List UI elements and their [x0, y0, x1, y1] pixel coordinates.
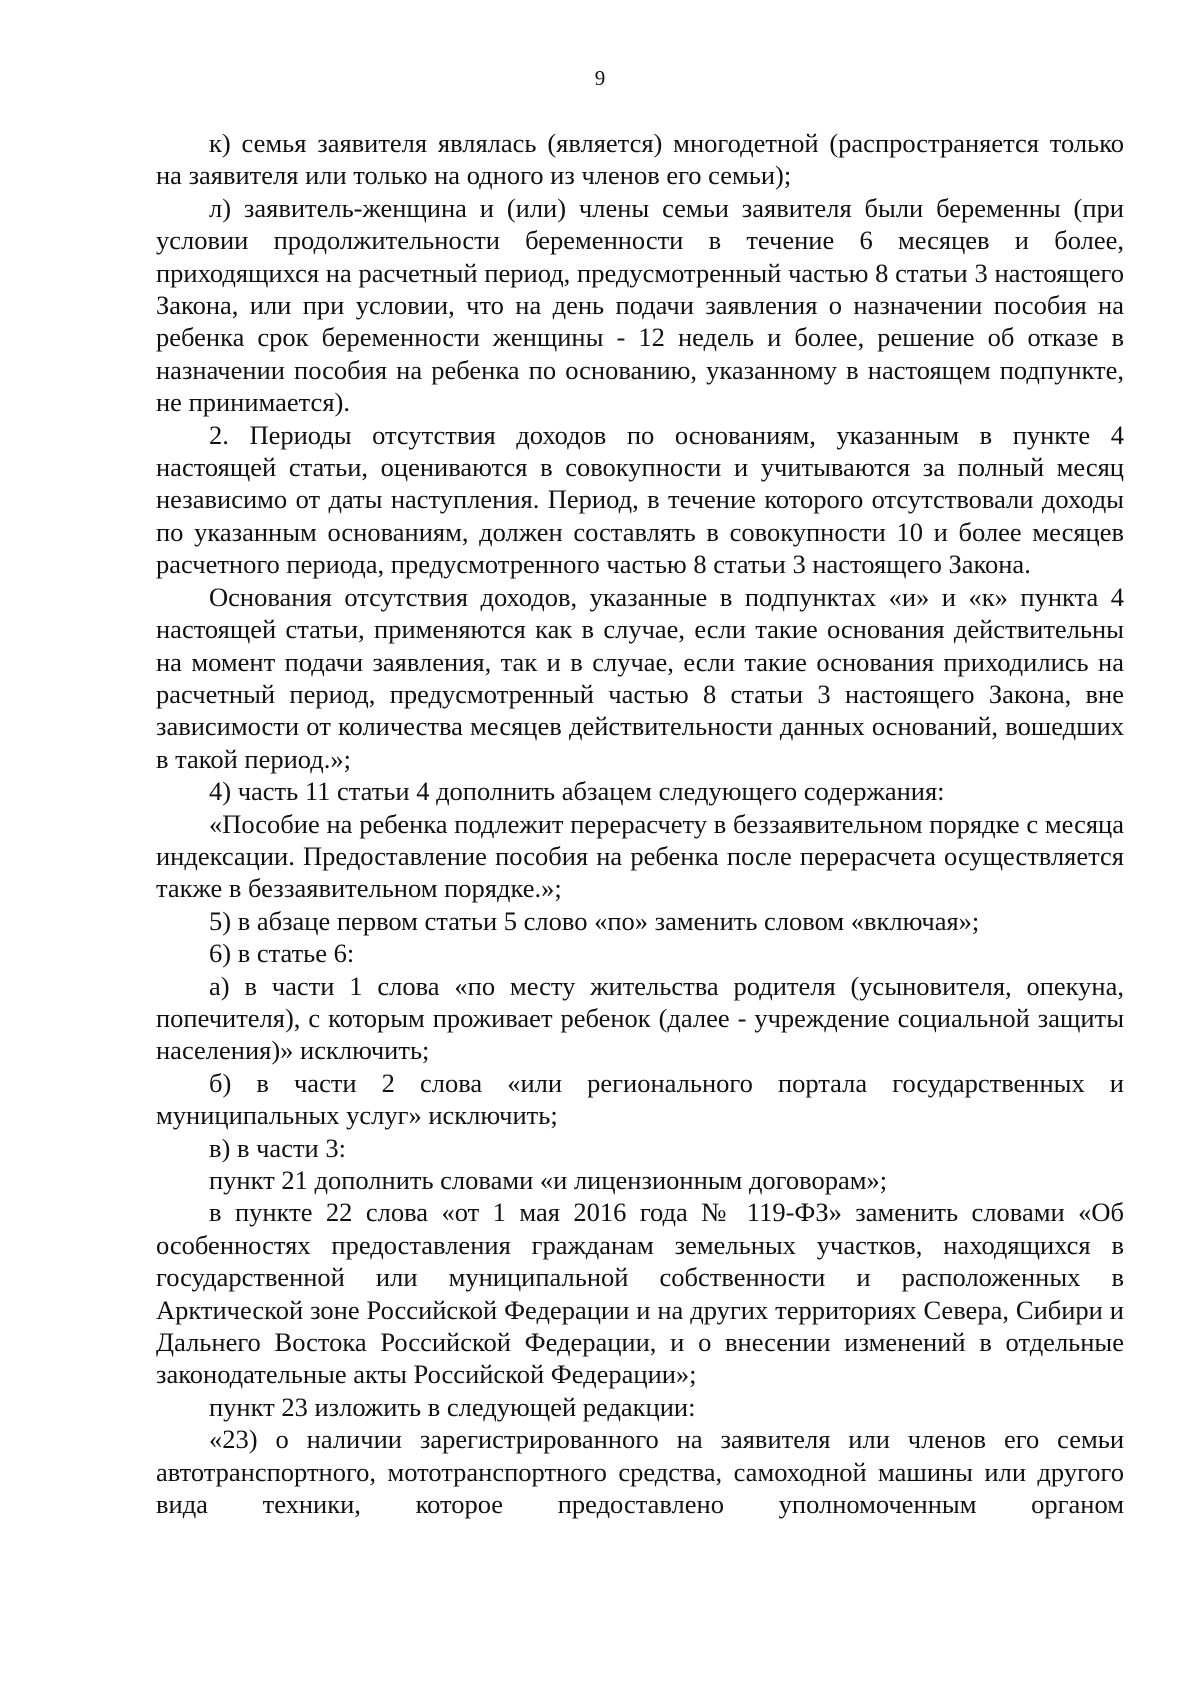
paragraph-osnovaniya: Основания отсутствия доходов, указанные в подпунктах «и» и «к» пункта 4 настоящей статьи, применяются как в случае, если такие основания действительны на момент подачи заявления, так и в случае, если такие основания приходились на расчетный период, предусмотренный частью 8 статьи 3 настоящего Закона, вне зависимости от количества месяцев действительности данных оснований, вошедших в такой период.»;: [156, 581, 1124, 774]
paragraph-l: л) заявитель-женщина и (или) члены семьи заявителя были беременны (при условии продолжительности беременности в течение 6 месяцев и более, приходящихся на расчетный период, предусмотренный частью 8 статьи 3 настоящего Закона, или при условии, что на день подачи заявления о назначении пособия на ребенка срок беременности женщины - 12 недель и более, решение об отказе в назначении пособия на ребенка по основанию, указанному в настоящем подпункте, не принимается).: [156, 192, 1124, 418]
paragraph-k: к) семья заявителя являлась (является) многодетной (распространяется только на заявителя или только на одного из членов его семьи);: [156, 128, 1124, 191]
paragraph-punkt-21: пункт 21 дополнить словами «и лицензионным договорам»;: [209, 1165, 888, 1195]
paragraph-6a: а) в части 1 слова «по месту жительства родителя (усыновителя, опекуна, попечителя), с которым проживает ребенок (далее - учреждение социальной защиты населения)» исключить;: [156, 970, 1124, 1066]
paragraph-6b: б) в части 2 слова «или регионального портала государственных и муниципальных услуг» исключить;: [156, 1067, 1124, 1131]
page-number: 9: [594, 66, 606, 90]
paragraph-6: 6) в статье 6:: [209, 938, 355, 969]
paragraph-4: 4) часть 11 статьи 4 дополнить абзацем следующего содержания:: [209, 776, 945, 807]
paragraph-6v: в) в части 3:: [209, 1132, 346, 1163]
paragraph-23-text: «23) о наличии зарегистрированного на заявителя или членов его семьи автотранспортного, мототранспортного средства, самоходной машины или другого вида техники, которое предоставлено уполномоченным органом: [156, 1424, 1124, 1520]
paragraph-2: 2. Периоды отсутствия доходов по основаниям, указанным в пункте 4 настоящей статьи, оцениваются в совокупности и учитываются за полный месяц независимо от даты наступления. Период, в течение которого отсутствовали доходы по указанным основаниям, должен составлять в совокупности 10 и более месяцев расчетного периода, предусмотренного частью 8 статьи 3 настоящего Закона.: [156, 419, 1124, 580]
paragraph-punkt-22: в пункте 22 слова «от 1 мая 2016 года № 119-ФЗ» заменить словами «Об особенностях предоставления гражданам земельных участков, находящихся в государственной или муниципальной собственности и расположенных в Арктической зоне Российской Федерации и на других территориях Севера, Сибири и Дальнего Востока Российской Федерации, и о внесении изменений в отдельные законодательные акты Российской Федерации»;: [156, 1197, 1124, 1390]
paragraph-5: 5) в абзаце первом статьи 5 слово «по» заменить словом «включая»;: [209, 905, 980, 936]
paragraph-punkt-23: пункт 23 изложить в следующей редакции:: [209, 1391, 696, 1422]
paragraph-posobie: «Пособие на ребенка подлежит перерасчету в беззаявительном порядке с месяца индексации. Предоставление пособия на ребенка после перерасчета осуществляется также в беззаявительном порядке.»;: [156, 808, 1124, 904]
document-body: [156, 127, 1124, 1520]
